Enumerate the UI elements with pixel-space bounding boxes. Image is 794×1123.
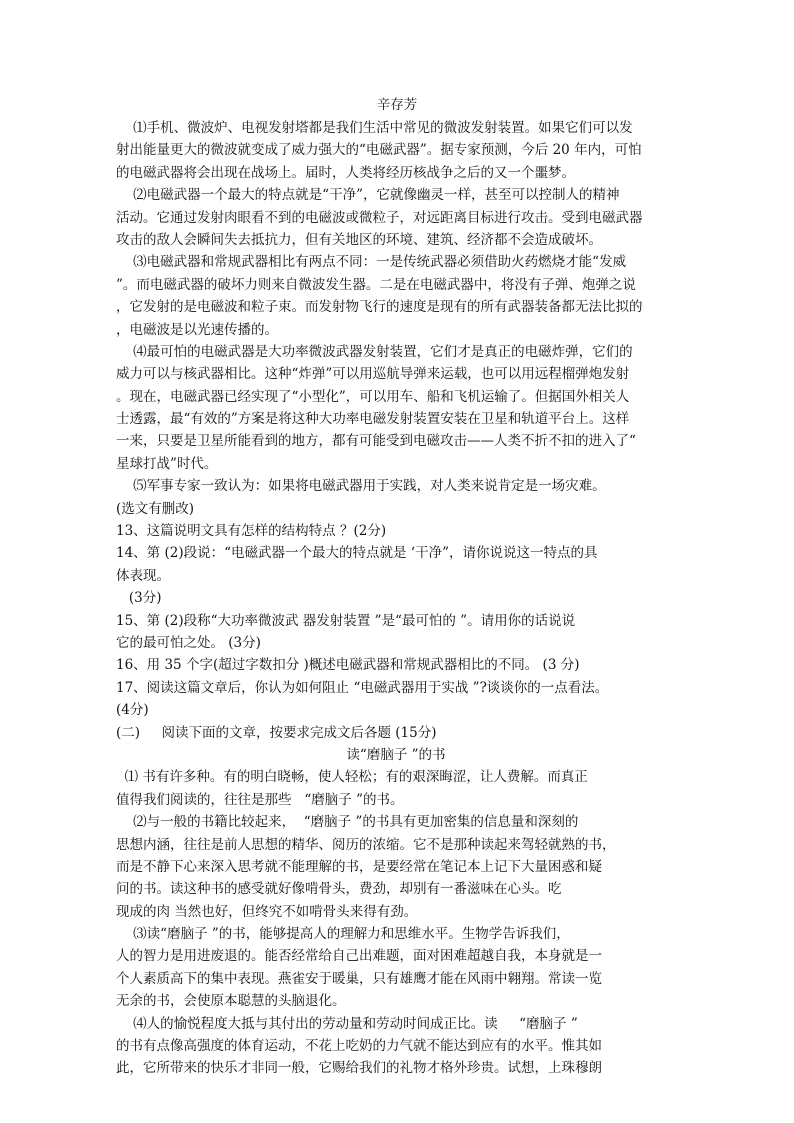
text-line: 个人素质高下的集中表现。燕雀安于暖巢，只有雄鹰才能在风雨中翱翔。常读一览 — [116, 970, 602, 987]
question-line: (3分) — [116, 590, 162, 607]
question-line: 15、第 (2)段称“大功率微波武 器发射装置 ”是“最可怕的 ”。请用你的话说说 — [116, 612, 576, 629]
article-title: 读“磨脑子 ”的书 — [346, 746, 446, 763]
text-line: ⑷最可怕的电磁武器是大功率微波武器发射装置，它们才是真正的电磁炸弹，它们的 — [116, 343, 633, 360]
text-line: ⑷人的愉悦程度大抵与其付出的劳动量和劳动时间成正比。读 “磨脑子 ” — [116, 1015, 578, 1032]
paragraph-4 — [116, 341, 676, 475]
paragraph-3 — [116, 251, 676, 341]
text-line: 而是不静下心来深入思考就不能理解的书，是要经常在笔记本上记下大量困惑和疑 — [116, 858, 602, 875]
text-line: ⑴手机、微波炉、电视发射塔都是我们生活中常见的微波发射装置。如果它们可以发 — [116, 120, 633, 136]
question-line: 13、这篇说明文具有怎样的结构特点 ？(2分) — [116, 523, 387, 540]
paragraph-5 — [116, 475, 676, 497]
question-list — [116, 520, 676, 722]
text-line: 现成的肉 当然也好，但终究不如啃骨头来得有劲。 — [116, 903, 418, 920]
text-line: ⑵与一般的书籍比较起来， “磨脑子 ”的书具有更加密集的信息量和深刻的 — [116, 814, 579, 831]
text-line: 问的书。读这种书的感受就好像啃骨头，费劲，却别有一番滋味在心头。吃 — [116, 881, 562, 898]
question-line: 17、阅读这篇文章后，你认为如何阻止 “电磁武器用于实战 ”?谈谈你的一点看法。 — [116, 679, 609, 696]
question-line: (4分) — [116, 702, 149, 719]
text-line: 一来，只要是卫星所能看到的地方，都有可能受到电磁攻击——人类不折不扣的进入了“ — [116, 433, 636, 450]
edit-note: (选文有删改) — [116, 500, 195, 517]
text-line: ，电磁波是以光速传播的。 — [116, 321, 278, 338]
text-line: 此，它所带来的快乐才非同一般，它赐给我们的礼物才格外珍贵。试想，上珠穆朗 — [116, 1060, 602, 1077]
article-body — [116, 766, 676, 1079]
text-line: 士透露，最“有效的”方案是将这种大功率电磁发射装置安装在卫星和轨道平台上。这样 — [116, 411, 630, 428]
text-line: 威力可以与核武器相比。这种“炸弹”可以用巡航导弹来运载，也可以用远程榴弹炮发射 — [116, 366, 630, 383]
text-line: 星球打战”时代。 — [116, 455, 218, 472]
question-line: 16、用 35 个字(超过字数扣分 )概述电磁武器和常规武器相比的不同。 (3 分) — [116, 657, 580, 674]
text-line: 活动。它通过发射肉眼看不到的电磁波或微粒子，对远距离目标进行攻击。受到电磁武器 — [116, 209, 643, 226]
text-line: ，它发射的是电磁波和粒子束。而发射物飞行的速度是现有的所有武器装备都无法比拟的 — [116, 299, 643, 316]
section-two-heading: (二) 阅读下面的文章，按要求完成文后各题 (15分) — [116, 724, 437, 741]
text-line: 值得我们阅读的，往往是那些 “磨脑子 ”的书。 — [116, 791, 404, 808]
paragraph-2 — [116, 184, 676, 251]
text-line: 攻击的敌人会瞬间失去抵抗力，但有关地区的环境、建筑、经济都不会造成破坏。 — [116, 231, 602, 248]
text-line: 。现在，电磁武器已经实现了“小型化”，可以用车、船和飞机运输了。但据国外相关人 — [116, 388, 630, 405]
paragraph-1 — [116, 117, 676, 184]
text-line: 射出能量更大的微波就变成了威力强大的“电磁武器”。据专家预测，今后 20 年内，可怕 — [116, 142, 642, 159]
question-line: 14、第 (2)段说：“电磁武器一个最大的特点就是 ‘干净”，请你说说这一特点的具 — [116, 545, 598, 562]
text-line: 的书有点像高强度的体育运动，不花上吃奶的力气就不能达到应有的水平。惟其如 — [116, 1038, 602, 1055]
question-line: 体表现。 — [116, 567, 170, 584]
text-line: ⑶读“磨脑子 ”的书，能够提高人的理解力和思维水平。生物学告诉我们， — [116, 926, 570, 943]
text-line: ⑶电磁武器和常规武器相比有两点不同：一是传统武器必须借助火药燃烧才能“发威 — [116, 254, 627, 271]
text-line: ⑸军事专家一致认为：如果将电磁武器用于实践，对人类来说肯定是一场灾难。 — [116, 478, 606, 495]
text-line: 的电磁武器将会出现在战场上。届时，人类将经历核战争之后的又一个噩梦。 — [116, 164, 575, 181]
author-name: 辛存芳 — [376, 97, 418, 113]
passage-one — [116, 117, 676, 1080]
text-line: 无余的书，会使原本聪慧的头脑退化。 — [116, 993, 346, 1010]
question-line: 它的最可怕之处。 (3分) — [116, 634, 261, 651]
text-line: 人的智力是用进废退的。能否经常给自己出难题，面对困难超越自我，本身就是一 — [116, 948, 602, 965]
text-line: ⑴ 书有许多种。有的明白晓畅，使人轻松；有的艰深晦涩，让人费解。而真正 — [116, 769, 588, 786]
text-line: 思想内涵，往往是前人思想的精华、阅历的浓缩。它不是那种读起来驾轻就熟的书， — [116, 836, 616, 853]
text-line: ⑵电磁武器一个最大的特点就是“干净”，它就像幽灵一样，甚至可以控制人的精神 — [116, 187, 620, 204]
text-line: ”。而电磁武器的破坏力则来自微波发生器。二是在电磁武器中，将没有子弹、炮弹之说 — [116, 276, 636, 293]
